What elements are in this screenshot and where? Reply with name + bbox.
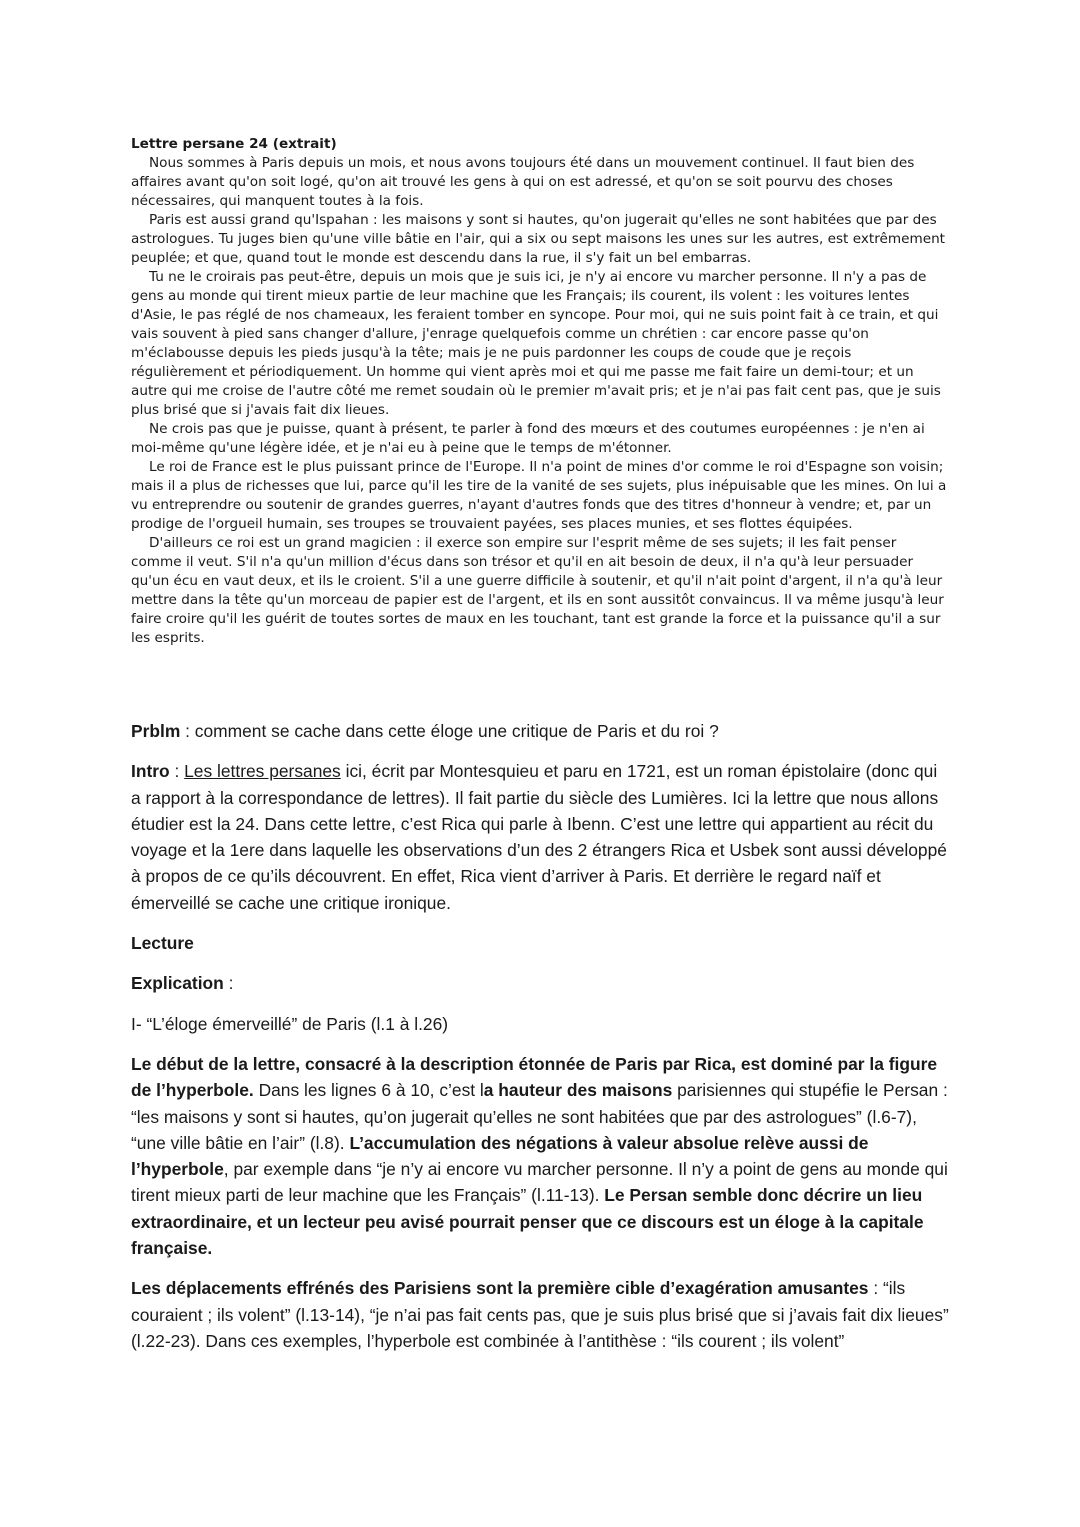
commentary xyxy=(131,718,951,1368)
extract-paragraph: Nous sommes à Paris depuis un mois, et nous avons toujours été dans un mouvement continuel. Il faut bien des affaires avant qu'on soit logé, qu'on ait trouvé les gens à qui on est adressé, et qu'on se soit pourvu des choses nécessaires, qui manquent toutes à la fois. xyxy=(131,155,915,209)
letter-extract xyxy=(131,135,951,648)
analysis-paragraph-1 xyxy=(131,1051,951,1261)
intro-separator: : xyxy=(169,761,185,782)
lecture-label: Lecture xyxy=(131,933,194,954)
body-text: , par exemple dans “je n’y ai encore vu marcher personne. Il n’y a point de gens au monde qui tirent mieux parti de leur machine que les Français” (l.11-13). xyxy=(131,1159,948,1206)
part1-title: I- “L’éloge émerveillé” de Paris (l.1 à l.26) xyxy=(131,1013,449,1034)
introduction xyxy=(131,758,951,916)
body-text: : “ils couraient ; ils volent” (l.13-14), “je n’ai pas fait cents pas, que je suis plus brisé que si j’avais fait dix lieues” (l.22-23). Dans ces exemples, l’hyperbole est combinée à l’antithèse : “ils courent ; ils volent” xyxy=(131,1278,949,1351)
extract-paragraph: Paris est aussi grand qu'Ispahan : les maisons y sont si hautes, qu'on jugerait qu'elles ne sont habitées que par des astrologues. Tu juges bien qu'une ville bâtie en l'air, qui a six ou sept maisons les unes sur les autres, est extrêmement peuplée; et que, quand tout le monde est descendu dans la rue, il s'y fait un bel embarras. xyxy=(131,212,946,266)
problematique xyxy=(131,718,951,744)
explication-separator: : xyxy=(223,973,234,994)
bold-text: Le Persan semble donc décrire un lieu extraordinaire, et un lecteur peu avisé pourrait penser que ce discours est un éloge à la capitale française. xyxy=(131,1185,924,1259)
bold-text: Les déplacements effrénés des Parisiens sont la première cible d’exagération amusantes xyxy=(131,1278,869,1299)
problematique-label: Prblm xyxy=(131,721,181,741)
intro-text: ici, écrit par Montesquieu et paru en 1721, est un roman épistolaire (donc qui a rapport à la correspondance de lettres). Il fait partie du siècle des Lumières. Ici la lettre que nous allons étudier est la 24. Dans cette lettre, c’est Rica qui parle à Ibenn. C’est une lettre qui appartient au récit du voyage et la 1ere dans laquelle les observations d’un des 2 étrangers Rica et Usbek sont aussi développé à propos de ce qu’ils découvrent. En effet, Rica vient d’arriver à Paris. Et derrière le regard naïf et émerveillé se cache une critique ironique. xyxy=(131,761,947,913)
book-title: Les lettres persanes xyxy=(184,761,341,782)
extract-paragraph: Ne crois pas que je puisse, quant à présent, te parler à fond des mœurs et des coutumes européennes : je n'en ai moi-même qu'une légère idée, et je n'ai eu à peine que le temps de m'étonner. xyxy=(131,421,925,456)
analysis-paragraph-2 xyxy=(131,1275,951,1354)
bold-text: Le début de la lettre, consacré à la description étonnée de Paris par Rica, est dominé par la figure de l’hyperbole. xyxy=(131,1053,938,1101)
problematique-text: : comment se cache dans cette éloge une critique de Paris et du roi ? xyxy=(180,721,719,741)
body-text: parisiennes qui stupéfie le Persan : “les maisons y sont si hautes, qu’on jugerait qu’elles ne sont habitées que par des astrologues” (l.6-7), “une ville bâtie en l’air” (l.8). xyxy=(131,1080,948,1153)
explication-label: Explication xyxy=(131,973,224,994)
extract-paragraph: Tu ne le croirais pas peut-être, depuis un mois que je suis ici, je n'y ai encore vu marcher personne. Il n'y a pas de gens au monde qui tirent mieux partie de leur machine que les Français; ils courent, ils volent : les voitures lentes d'Asie, le pas réglé de nos chameaux, les feraient tomber en syncope. Pour moi, qui ne suis point fait à ce train, et qui vais souvent à pied sans changer d'allure, j'enrage quelquefois comme un chrétien : car encore passe qu'on m'éclabousse depuis les pieds jusqu'à la tête; mais je ne puis pardonner les coups de coude que je reçois régulièrement et périodiquement. Un homme qui vient après moi et qui me passe me fait faire un demi-tour; et un autre qui me croise de l'autre côté me remet soudain où le premier m'avait pris; et je n'ai pas fait cent pas, que je suis plus brisé que si j'avais fait dix lieues. xyxy=(131,269,941,418)
intro-label: Intro xyxy=(131,761,170,782)
bold-text: a hauteur des maisons xyxy=(483,1080,673,1101)
body-text: Dans les lignes 6 à 10, c’est l xyxy=(253,1080,484,1101)
extract-paragraph: D'ailleurs ce roi est un grand magicien : il exerce son empire sur l'esprit même de ses sujets; il les fait penser comme il veut. S'il n'a qu'un million d'écus dans son trésor et qu'il en ait besoin de deux, il n'a qu'à leur persuader qu'un écu en vaut deux, et ils le croient. S'il a une guerre difficile à soutenir, et qu'il n'ait point d'argent, il n'a qu'à leur mettre dans la tête qu'un morceau de papier est de l'argent, et ils en sont aussitôt convaincus. Il va même jusqu'à leur faire croire qu'il les guérit de toutes sortes de maux en les touchant, tant est grande la force et la puissance qu'il a sur les esprits. xyxy=(131,535,944,646)
extract-title: Lettre persane 24 (extrait) xyxy=(131,136,337,152)
bold-text: L’accumulation des négations à valeur absolue relève aussi de l’hyperbole xyxy=(131,1132,869,1180)
extract-paragraph: Le roi de France est le plus puissant prince de l'Europe. Il n'a point de mines d'or comme le roi d'Espagne son voisin; mais il a plus de richesses que lui, parce qu'il les tire de la vanité de ses sujets, plus inépuisable que les mines. On lui a vu entreprendre ou soutenir de grandes guerres, n'ayant d'autres fonds que des titres d'honneur à vendre; et, par un prodige de l'orgueil humain, ses troupes se trouvaient payées, ses places munies, et ses flottes équipées. xyxy=(131,459,947,532)
explication-heading xyxy=(131,970,951,996)
lecture-heading xyxy=(131,930,951,956)
